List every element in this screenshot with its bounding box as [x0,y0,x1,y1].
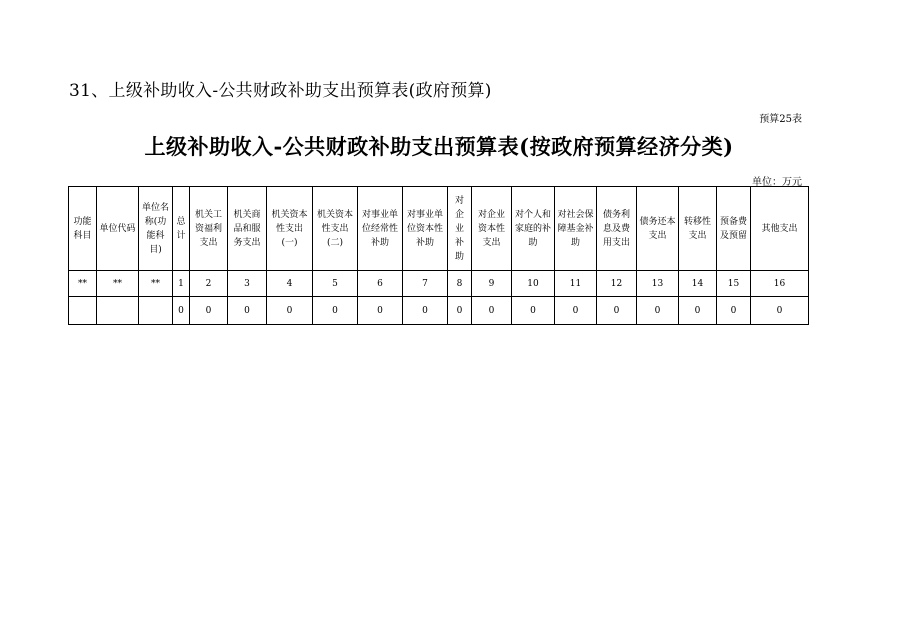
index-cell: ** [139,271,173,297]
column-header [173,187,190,271]
data-cell: 0 [751,297,809,325]
data-cell: 0 [679,297,717,325]
data-cell [139,297,173,325]
index-cell: 11 [555,271,597,297]
column-header: 机关工资福利支出 [190,187,228,271]
data-cell: 0 [173,297,190,325]
column-header: 机关商品和服务支出 [228,187,267,271]
index-cell: 14 [679,271,717,297]
column-header [448,187,472,271]
column-header: 对个人和家庭的补助 [512,187,555,271]
index-cell: 3 [228,271,267,297]
table-number: 预算25表 [759,114,802,125]
data-cell: 0 [228,297,267,325]
table-row [69,297,809,325]
column-header: 债务利息及费用支出 [597,187,637,271]
index-cell: 13 [637,271,679,297]
column-header: 其他支出 [751,187,809,271]
column-header: 机关资本性支出(二) [313,187,358,271]
index-cell: 10 [512,271,555,297]
column-header: 对事业单位经常性补助 [358,187,403,271]
data-cell: 0 [448,297,472,325]
data-cell: 0 [190,297,228,325]
data-cell: 0 [403,297,448,325]
index-cell: 6 [358,271,403,297]
header-row [69,187,809,271]
index-cell: 15 [717,271,751,297]
index-cell: ** [69,271,97,297]
data-cell [97,297,139,325]
column-header: 转移性支出 [679,187,717,271]
column-header: 债务还本支出 [637,187,679,271]
data-cell: 0 [717,297,751,325]
column-header: 功能科目 [69,187,97,271]
data-cell: 0 [597,297,637,325]
index-row [69,271,809,297]
column-header: 对企业资本性支出 [472,187,512,271]
index-cell: 9 [472,271,512,297]
index-cell: 8 [448,271,472,297]
index-cell: 4 [267,271,313,297]
data-cell: 0 [358,297,403,325]
data-cell: 0 [472,297,512,325]
index-cell: ** [97,271,139,297]
column-header: 机关资本性支出(一) [267,187,313,271]
budget-table [68,186,809,325]
page-title: 上级补助收入-公共财政补助支出预算表(按政府预算经济分类) [144,134,734,159]
data-cell: 0 [267,297,313,325]
column-header-text: 总计 [176,216,186,241]
data-cell: 0 [555,297,597,325]
index-cell: 7 [403,271,448,297]
index-cell: 12 [597,271,637,297]
data-cell: 0 [512,297,555,325]
column-header: 预备费及预留 [717,187,751,271]
column-header: 单位代码 [97,187,139,271]
column-header: 单位名称(功能科目) [139,187,173,271]
unit-label: 单位：万元 [752,177,802,188]
data-cell [69,297,97,325]
column-header: 对社会保障基金补助 [555,187,597,271]
column-header-text: 对企业补助 [454,195,464,262]
section-heading: 31、上级补助收入-公共财政补助支出预算表(政府预算) [69,81,492,101]
index-cell: 1 [173,271,190,297]
data-cell: 0 [313,297,358,325]
data-cell: 0 [637,297,679,325]
column-header: 对事业单位资本性补助 [403,187,448,271]
index-cell: 16 [751,271,809,297]
index-cell: 5 [313,271,358,297]
index-cell: 2 [190,271,228,297]
